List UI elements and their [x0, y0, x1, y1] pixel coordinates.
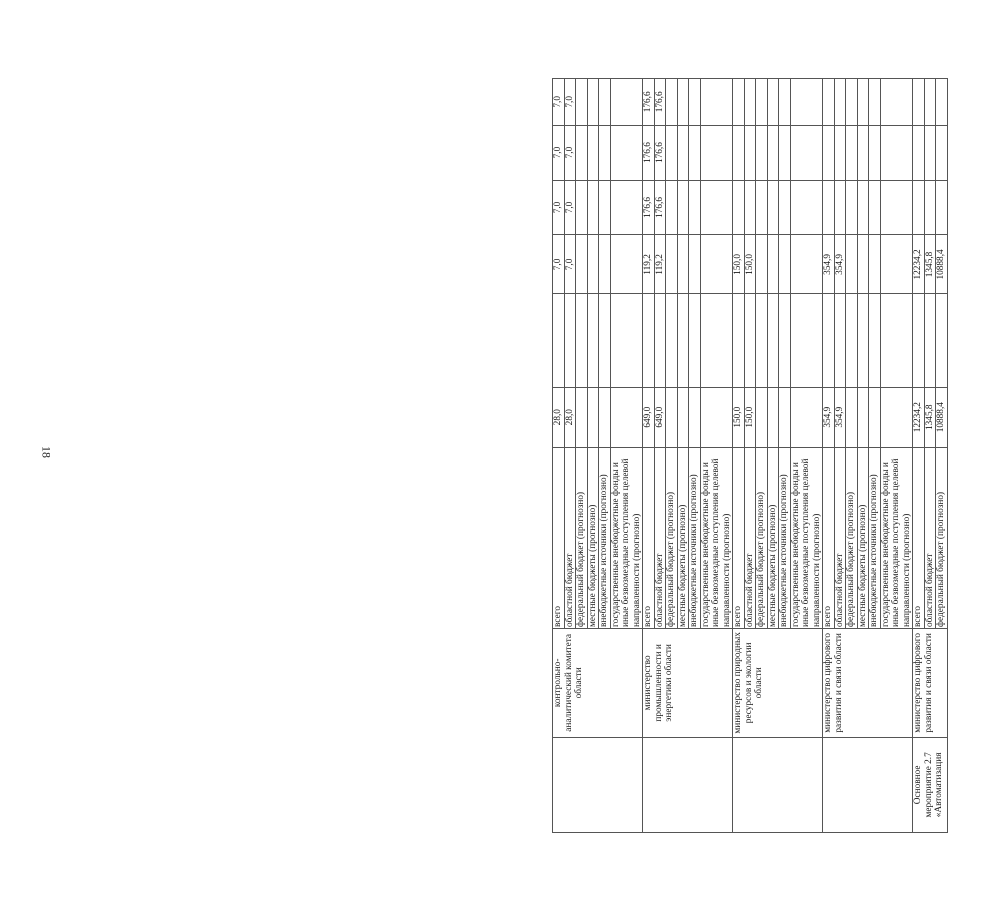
- year-value-cell: 7,0: [553, 79, 565, 126]
- funding-source-cell: всего: [733, 447, 745, 628]
- year-value-cell: [576, 79, 588, 126]
- year-value-cell: [913, 294, 925, 387]
- year-value-cell: [790, 294, 823, 387]
- year-value-cell: 119,2: [643, 235, 655, 294]
- total-value-cell: [599, 387, 611, 447]
- total-value-cell: [587, 387, 599, 447]
- funding-source-cell: федеральный бюджет (прогнозно): [756, 447, 768, 628]
- year-value-cell: [666, 125, 678, 180]
- funding-source-cell: государственные внебюджетные фонды и иные безвозмездные поступления целевой направленности (прогнозно): [880, 447, 913, 628]
- funding-source-cell: всего: [823, 447, 835, 628]
- year-value-cell: [823, 294, 835, 387]
- year-value-cell: [643, 294, 655, 387]
- total-value-cell: [576, 387, 588, 447]
- executor-cell: министерство цифрового развития и связи области: [823, 628, 913, 737]
- activity-cell: [823, 737, 913, 832]
- year-value-cell: [744, 79, 756, 126]
- year-value-cell: [936, 79, 948, 126]
- year-value-cell: [587, 180, 599, 235]
- year-value-cell: 7,0: [564, 180, 576, 235]
- year-value-cell: [689, 235, 701, 294]
- total-value-cell: [846, 387, 858, 447]
- year-value-cell: [869, 294, 881, 387]
- year-value-cell: [677, 125, 689, 180]
- year-value-cell: [846, 125, 858, 180]
- year-value-cell: 12234,2: [913, 235, 925, 294]
- year-value-cell: 7,0: [564, 79, 576, 126]
- year-value-cell: [689, 125, 701, 180]
- table-row: [553, 79, 565, 833]
- year-value-cell: [756, 294, 768, 387]
- year-value-cell: [666, 79, 678, 126]
- year-value-cell: [733, 180, 745, 235]
- executor-cell: министерство цифрового развития и связи области: [913, 628, 948, 737]
- year-value-cell: [689, 79, 701, 126]
- year-value-cell: [599, 180, 611, 235]
- total-value-cell: [790, 387, 823, 447]
- total-value-cell: 649,0: [654, 387, 666, 447]
- year-value-cell: [700, 294, 733, 387]
- year-value-cell: [700, 180, 733, 235]
- funding-source-cell: местные бюджеты (прогнозно): [587, 447, 599, 628]
- year-value-cell: [576, 294, 588, 387]
- year-value-cell: 7,0: [564, 235, 576, 294]
- year-value-cell: [733, 294, 745, 387]
- year-value-cell: [599, 235, 611, 294]
- year-value-cell: 7,0: [553, 235, 565, 294]
- funding-source-cell: внебюджетные источники (прогнозно): [779, 447, 791, 628]
- year-value-cell: [610, 180, 643, 235]
- funding-source-cell: государственные внебюджетные фонды и иные безвозмездные поступления целевой направленности (прогнозно): [700, 447, 733, 628]
- year-value-cell: [756, 125, 768, 180]
- year-value-cell: [677, 235, 689, 294]
- total-value-cell: 12234,2: [913, 387, 925, 447]
- total-value-cell: [869, 387, 881, 447]
- year-value-cell: [857, 180, 869, 235]
- funding-source-cell: всего: [913, 447, 925, 628]
- activity-cell: Основное мероприятие 2.7 «Автоматизация: [913, 737, 948, 832]
- year-value-cell: [587, 79, 599, 126]
- year-value-cell: [756, 180, 768, 235]
- year-value-cell: [857, 125, 869, 180]
- table-row: [913, 79, 925, 833]
- year-value-cell: [610, 79, 643, 126]
- year-value-cell: [924, 180, 936, 235]
- year-value-cell: [756, 235, 768, 294]
- year-value-cell: [599, 79, 611, 126]
- year-value-cell: [790, 180, 823, 235]
- year-value-cell: 176,6: [643, 125, 655, 180]
- year-value-cell: [733, 125, 745, 180]
- year-value-cell: [767, 79, 779, 126]
- year-value-cell: 150,0: [744, 235, 756, 294]
- total-value-cell: [666, 387, 678, 447]
- total-value-cell: [700, 387, 733, 447]
- table-row: [823, 79, 835, 833]
- year-value-cell: 7,0: [553, 125, 565, 180]
- year-value-cell: [744, 125, 756, 180]
- table-row: [733, 79, 745, 833]
- funding-source-cell: государственные внебюджетные фонды и иные безвозмездные поступления целевой направленности (прогнозно): [790, 447, 823, 628]
- year-value-cell: [936, 294, 948, 387]
- year-value-cell: 354,9: [823, 235, 835, 294]
- year-value-cell: [700, 79, 733, 126]
- year-value-cell: [587, 235, 599, 294]
- year-value-cell: [553, 294, 565, 387]
- year-value-cell: [790, 79, 823, 126]
- year-value-cell: [767, 180, 779, 235]
- year-value-cell: [880, 180, 913, 235]
- funding-source-cell: областной бюджет: [654, 447, 666, 628]
- funding-source-cell: внебюджетные источники (прогнозно): [689, 447, 701, 628]
- total-value-cell: [880, 387, 913, 447]
- year-value-cell: [790, 235, 823, 294]
- year-value-cell: [924, 125, 936, 180]
- rotated-page-content: [552, 78, 1007, 833]
- year-value-cell: 119,2: [654, 235, 666, 294]
- year-value-cell: [689, 294, 701, 387]
- year-value-cell: [677, 180, 689, 235]
- funding-source-cell: государственные внебюджетные фонды и иные безвозмездные поступления целевой направленности (прогнозно): [610, 447, 643, 628]
- year-value-cell: [767, 235, 779, 294]
- total-value-cell: [677, 387, 689, 447]
- year-value-cell: [700, 125, 733, 180]
- year-value-cell: [834, 180, 846, 235]
- year-value-cell: [689, 180, 701, 235]
- year-value-cell: 150,0: [733, 235, 745, 294]
- funding-source-cell: местные бюджеты (прогнозно): [857, 447, 869, 628]
- year-value-cell: [857, 235, 869, 294]
- funding-source-cell: областной бюджет: [564, 447, 576, 628]
- year-value-cell: [610, 235, 643, 294]
- year-value-cell: [779, 125, 791, 180]
- year-value-cell: [733, 79, 745, 126]
- year-value-cell: [677, 294, 689, 387]
- year-value-cell: [587, 125, 599, 180]
- year-value-cell: [913, 180, 925, 235]
- year-value-cell: 354,9: [834, 235, 846, 294]
- year-value-cell: [576, 235, 588, 294]
- year-value-cell: [779, 294, 791, 387]
- year-value-cell: [744, 180, 756, 235]
- year-value-cell: [599, 125, 611, 180]
- year-value-cell: [666, 294, 678, 387]
- year-value-cell: [767, 125, 779, 180]
- year-value-cell: [834, 294, 846, 387]
- executor-cell: министерство промышленности и энергетики области: [643, 628, 733, 737]
- total-value-cell: 150,0: [733, 387, 745, 447]
- year-value-cell: [880, 79, 913, 126]
- funding-source-cell: местные бюджеты (прогнозно): [767, 447, 779, 628]
- year-value-cell: [823, 79, 835, 126]
- year-value-cell: [790, 125, 823, 180]
- table-row: [643, 79, 655, 833]
- year-value-cell: 1345,8: [924, 235, 936, 294]
- year-value-cell: [700, 235, 733, 294]
- year-value-cell: [880, 125, 913, 180]
- total-value-cell: 28,0: [553, 387, 565, 447]
- year-value-cell: [834, 125, 846, 180]
- year-value-cell: [779, 180, 791, 235]
- total-value-cell: 1345,8: [924, 387, 936, 447]
- year-value-cell: [779, 79, 791, 126]
- year-value-cell: [823, 180, 835, 235]
- total-value-cell: 354,9: [834, 387, 846, 447]
- year-value-cell: 176,6: [654, 79, 666, 126]
- year-value-cell: 7,0: [553, 180, 565, 235]
- year-value-cell: [756, 79, 768, 126]
- funding-source-cell: всего: [553, 447, 565, 628]
- year-value-cell: [936, 125, 948, 180]
- year-value-cell: [610, 125, 643, 180]
- year-value-cell: [857, 79, 869, 126]
- year-value-cell: 7,0: [564, 125, 576, 180]
- activity-cell: [733, 737, 823, 832]
- year-value-cell: [857, 294, 869, 387]
- year-value-cell: [913, 125, 925, 180]
- funding-source-cell: областной бюджет: [924, 447, 936, 628]
- year-value-cell: [576, 125, 588, 180]
- activity-cell: [643, 737, 733, 832]
- year-value-cell: [846, 180, 858, 235]
- year-value-cell: [846, 235, 858, 294]
- total-value-cell: 10888,4: [936, 387, 948, 447]
- year-value-cell: [823, 125, 835, 180]
- funding-source-cell: областной бюджет: [834, 447, 846, 628]
- year-value-cell: [576, 180, 588, 235]
- total-value-cell: [689, 387, 701, 447]
- funding-source-cell: местные бюджеты (прогнозно): [677, 447, 689, 628]
- total-value-cell: 28,0: [564, 387, 576, 447]
- year-value-cell: [880, 235, 913, 294]
- year-value-cell: 10888,4: [936, 235, 948, 294]
- year-value-cell: [869, 235, 881, 294]
- total-value-cell: [857, 387, 869, 447]
- year-value-cell: 176,6: [654, 180, 666, 235]
- activity-cell: [553, 737, 643, 832]
- funding-source-cell: федеральный бюджет (прогнозно): [936, 447, 948, 628]
- total-value-cell: 354,9: [823, 387, 835, 447]
- year-value-cell: [610, 294, 643, 387]
- executor-cell: министерство природных ресурсов и экологии области: [733, 628, 823, 737]
- year-value-cell: [654, 294, 666, 387]
- year-value-cell: [587, 294, 599, 387]
- budget-table: [552, 78, 948, 833]
- year-value-cell: [767, 294, 779, 387]
- year-value-cell: [564, 294, 576, 387]
- total-value-cell: [767, 387, 779, 447]
- year-value-cell: [744, 294, 756, 387]
- year-value-cell: [913, 79, 925, 126]
- page-number: 18: [39, 446, 54, 458]
- year-value-cell: [666, 180, 678, 235]
- funding-source-cell: федеральный бюджет (прогнозно): [576, 447, 588, 628]
- year-value-cell: 176,6: [643, 180, 655, 235]
- total-value-cell: [610, 387, 643, 447]
- total-value-cell: 649,0: [643, 387, 655, 447]
- year-value-cell: [779, 235, 791, 294]
- year-value-cell: [846, 79, 858, 126]
- funding-source-cell: внебюджетные источники (прогнозно): [869, 447, 881, 628]
- year-value-cell: [936, 180, 948, 235]
- year-value-cell: [666, 235, 678, 294]
- funding-source-cell: федеральный бюджет (прогнозно): [666, 447, 678, 628]
- funding-source-cell: федеральный бюджет (прогнозно): [846, 447, 858, 628]
- total-value-cell: [779, 387, 791, 447]
- total-value-cell: 150,0: [744, 387, 756, 447]
- funding-source-cell: всего: [643, 447, 655, 628]
- budget-table-body: [553, 79, 948, 833]
- year-value-cell: [599, 294, 611, 387]
- year-value-cell: [924, 294, 936, 387]
- year-value-cell: [834, 79, 846, 126]
- total-value-cell: [756, 387, 768, 447]
- year-value-cell: [869, 79, 881, 126]
- funding-source-cell: областной бюджет: [744, 447, 756, 628]
- year-value-cell: [924, 79, 936, 126]
- executor-cell: контрольно-аналитический комитета области: [553, 628, 643, 737]
- year-value-cell: [846, 294, 858, 387]
- year-value-cell: [869, 180, 881, 235]
- year-value-cell: 176,6: [643, 79, 655, 126]
- funding-source-cell: внебюджетные источники (прогнозно): [599, 447, 611, 628]
- year-value-cell: [677, 79, 689, 126]
- year-value-cell: 176,6: [654, 125, 666, 180]
- year-value-cell: [880, 294, 913, 387]
- year-value-cell: [869, 125, 881, 180]
